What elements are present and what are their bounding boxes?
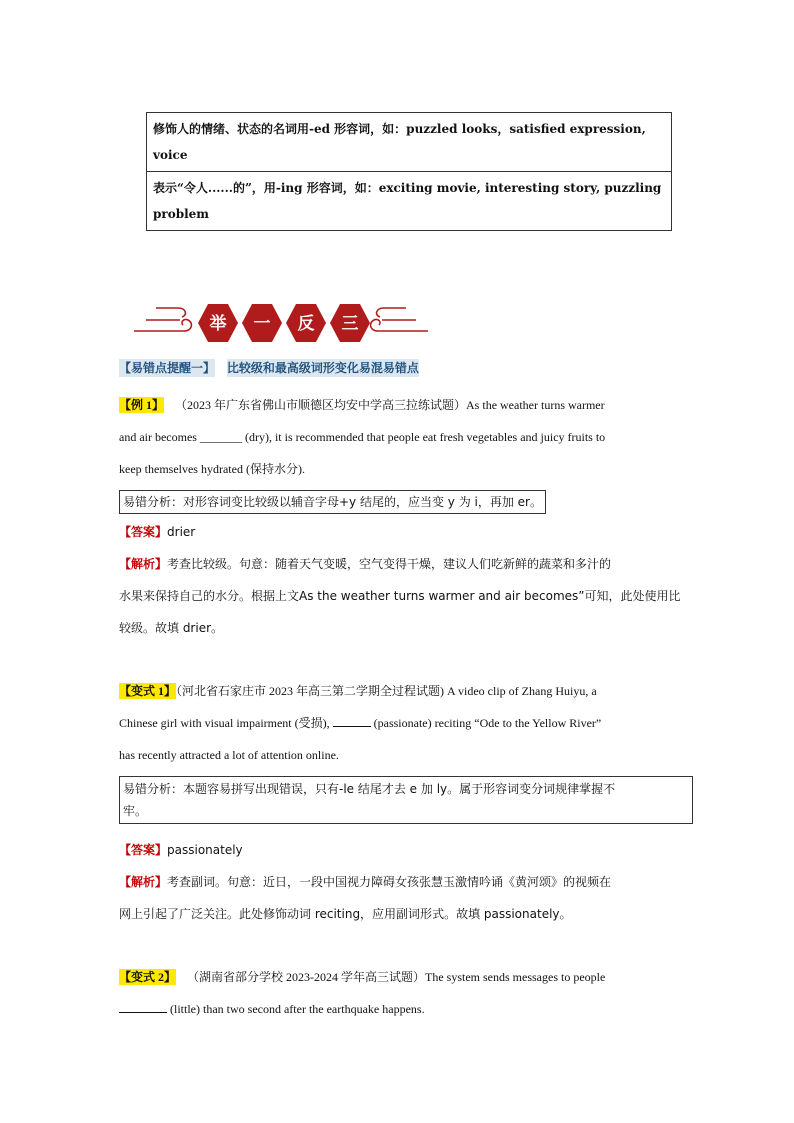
left-swirl-icon — [134, 308, 191, 331]
hex-char-4 — [330, 304, 370, 342]
answer-tag: 【答案】 — [119, 843, 168, 857]
example1-answer — [119, 516, 699, 548]
example1-line3: keep themselves hydrated (保持水分). — [119, 462, 305, 476]
example1-line2-start: and air becomes — [119, 430, 200, 444]
analysis-tag: 【解析】 — [119, 875, 168, 889]
rule-ed-line2: voice — [153, 148, 188, 162]
section-heading — [119, 352, 699, 384]
variant1-line2 — [119, 707, 699, 739]
table-row — [147, 113, 672, 172]
example1-analysis-line3: 较级。故填 drier。 — [119, 621, 224, 635]
variant2-text: （湖南省部分学校 2023-2024 学年高三试题）The system sends messages to people — [187, 970, 606, 984]
variant1-tip-line2: 牢。 — [123, 804, 148, 818]
table-row — [147, 172, 672, 231]
example1-line2-end: (dry), it is recommended that people eat fresh vegetables and juicy fruits to — [241, 430, 606, 444]
rule-ing-line2: problem — [153, 207, 209, 221]
example1-line2 — [119, 421, 699, 453]
hex-char-1 — [198, 304, 238, 342]
variant1-tip — [119, 776, 693, 824]
hex-char-2 — [242, 304, 282, 342]
answer-text: passionately — [167, 843, 243, 857]
example1-line1 — [119, 389, 699, 421]
example1-analysis-line2: 水果来保持自己的水分。根据上文As the weather turns warmer and air becomes”可知，此处使用比 — [119, 589, 681, 603]
analysis-text: 考查比较级。句意：随着天气变暖，空气变得干燥，建议人们吃新鲜的蔬菜和多汁的 — [167, 557, 612, 571]
variant2-tag: 【变式 2】 — [119, 970, 177, 984]
example1-text: （2023 年广东省佛山市顺德区均安中学高三拉练试题）As the weather turns warmer — [175, 398, 605, 412]
section-heading-title: 比较级和最高级词形变化易混易错点 — [226, 361, 419, 375]
variant1-blank — [333, 714, 371, 727]
variant1-line3: has recently attracted a lot of attention online. — [119, 748, 339, 762]
hex-char-1-label: 举 — [209, 314, 227, 334]
variant1-line1 — [119, 675, 699, 707]
hex-char-4-label: 三 — [341, 314, 359, 334]
variant1-text: （河北省石家庄市 2023 年高三第二学期全过程试题) A video clip of Zhang Huiyu, a — [176, 684, 597, 698]
variant1-line2-end: (passionate) reciting “Ode to the Yellow River” — [370, 716, 602, 730]
example1-tag: 【例 1】 — [119, 398, 165, 412]
variant1-tip-line1: 易错分析：本题容易拼写出现错误，只有-le 结尾才去 e 加 ly。属于形容词变分词规律掌握不 — [123, 782, 616, 796]
variant1-analysis-line2: 网上引起了广泛关注。此处修饰动词 reciting，应用副词形式。故填 passionately。 — [119, 907, 572, 921]
analysis-text: 考查副词。句意：近日，一段中国视力障碍女孩张慧玉激情吟诵《黄河颂》的视频在 — [167, 875, 612, 889]
example1-tip-wrap — [119, 486, 699, 518]
variant1-line2-start: Chinese girl with visual impairment (受损), — [119, 716, 333, 730]
variant1-answer — [119, 834, 699, 866]
variant2-line1 — [119, 961, 699, 993]
right-swirl-icon — [371, 308, 428, 331]
analysis-tag: 【解析】 — [119, 557, 168, 571]
example1-blank: _______ — [199, 430, 242, 444]
variant2-line2 — [119, 993, 699, 1025]
table-cell — [147, 172, 672, 231]
hex-char-2-label: 一 — [253, 314, 271, 334]
rule-ing-line1: 表示“令人......的”，用-ing 形容词，如：exciting movie, interesting story, puzzling — [153, 181, 662, 195]
variant2-blank — [119, 1000, 167, 1013]
answer-text: drier — [167, 525, 196, 539]
example1-analysis-line1 — [119, 548, 699, 580]
answer-tag: 【答案】 — [119, 525, 168, 539]
section-heading-tag: 【易错点提醒一】 — [119, 361, 216, 375]
table-cell — [147, 113, 672, 172]
section-banner — [132, 298, 430, 348]
variant1-analysis-line1 — [119, 866, 699, 898]
hex-char-3 — [286, 304, 326, 342]
hex-char-3-label: 反 — [297, 314, 315, 334]
example1-tip: 易错分析：对形容词变比较级以辅音字母+y 结尾的，应当变 y 为 i，再加 er。 — [119, 490, 546, 514]
rules-table — [146, 112, 672, 231]
rule-ed-line1: 修饰人的情绪、状态的名词用-ed 形容词，如：puzzled looks，satisfied expression, — [153, 122, 646, 136]
variant2-line2-end: (little) than two second after the earthquake happens. — [167, 1002, 425, 1016]
variant1-tag: 【变式 1】 — [119, 684, 177, 698]
